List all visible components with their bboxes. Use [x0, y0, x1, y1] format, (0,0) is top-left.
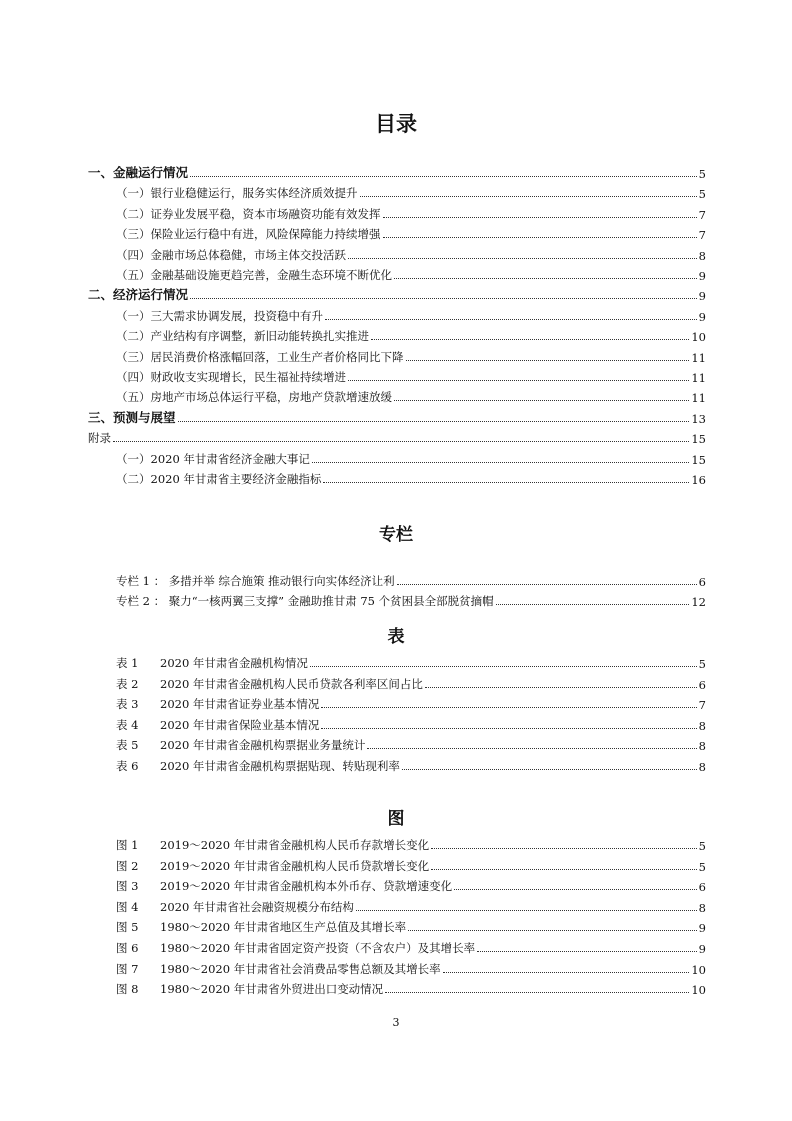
dot-leader — [496, 603, 690, 605]
dot-leader — [190, 297, 697, 299]
entry-number: 图 4 — [116, 899, 139, 914]
entry-text: 2020 年甘肃省金融机构人民币贷款各利率区间占比 — [160, 676, 423, 691]
entry-page-number: 8 — [698, 739, 706, 753]
entry-page-number: 9 — [698, 921, 706, 936]
tables-entry[interactable] — [116, 673, 706, 692]
entry-label: （四）财政收支实现增长，民生福祉持续增进 — [116, 370, 346, 384]
entry-label — [116, 858, 429, 874]
dot-leader — [348, 257, 697, 259]
entry-page-number: 9 — [698, 289, 706, 304]
entry-page-number: 5 — [698, 187, 706, 202]
toc-entry[interactable] — [116, 448, 706, 467]
entry-number: 图 8 — [116, 982, 139, 997]
entry-text: 2020 年甘肃省金融机构情况 — [160, 656, 308, 670]
dot-leader — [408, 929, 696, 931]
entry-label — [116, 717, 319, 733]
entry-page-number: 6 — [698, 575, 706, 589]
dot-leader — [443, 971, 690, 973]
entry-label — [116, 940, 475, 956]
entry-label: （二）2020 年甘肃省主要经济金融指标 — [116, 472, 322, 486]
toc-entry[interactable] — [116, 366, 706, 385]
toc-title: 目录 — [375, 112, 417, 136]
dot-leader — [383, 236, 697, 238]
dot-leader — [383, 216, 697, 218]
entry-number: 图 3 — [116, 879, 139, 894]
entry-label: （三）居民消费价格涨幅回落，工业生产者价格同比下降 — [116, 349, 404, 364]
columns-title: 专栏 — [379, 525, 413, 545]
entry-page-number: 5 — [698, 859, 706, 874]
dot-leader — [325, 318, 697, 320]
entry-label — [116, 655, 308, 671]
entry-page-number: 11 — [691, 350, 706, 365]
entry-page-number: 5 — [698, 657, 706, 671]
entry-number: 表 3 — [116, 697, 139, 711]
entry-number: 图 6 — [116, 941, 139, 955]
entry-label: 一、金融运行情况 — [88, 165, 189, 180]
toc-entry[interactable] — [116, 264, 706, 283]
toc-entry[interactable] — [116, 203, 706, 222]
entry-page-number: 10 — [691, 962, 706, 977]
tables-entry[interactable] — [116, 714, 706, 733]
entry-page-number: 5 — [698, 167, 706, 181]
entry-text: 2020 年甘肃省金融机构票据业务量统计 — [160, 738, 366, 752]
entry-number: 图 2 — [116, 858, 139, 873]
entry-label: （三）保险业运行稳中有进，风险保障能力持续增强 — [116, 227, 381, 242]
entry-page-number: 6 — [698, 880, 706, 895]
entry-text: 2019～2020 年甘肃省金融机构人民币贷款增长变化 — [160, 858, 430, 873]
entry-page-number: 10 — [691, 983, 706, 998]
entry-label — [116, 737, 365, 753]
figures-entry[interactable] — [116, 875, 706, 894]
columns-entry[interactable] — [116, 590, 706, 609]
entry-page-number: 8 — [698, 718, 706, 733]
entry-number: 表 5 — [116, 738, 139, 752]
entry-page-number: 7 — [698, 698, 706, 712]
entry-text: 1980～2020 年甘肃省外贸进出口变动情况 — [160, 982, 384, 997]
toc-entry[interactable] — [88, 284, 706, 303]
entry-label — [116, 878, 452, 894]
dot-leader — [406, 359, 690, 361]
entry-number: 表 4 — [116, 717, 139, 732]
dot-leader — [385, 991, 689, 993]
entry-page-number: 7 — [698, 228, 706, 243]
entry-label: 二、经济运行情况 — [88, 287, 189, 303]
entry-page-number: 6 — [698, 677, 706, 692]
dot-leader — [356, 909, 697, 911]
entry-page-number: 5 — [698, 839, 706, 853]
tables-title: 表 — [387, 627, 405, 647]
figures-entry[interactable] — [116, 937, 706, 956]
figures-entry[interactable] — [116, 834, 706, 853]
figures-entry[interactable] — [116, 958, 706, 977]
dot-leader — [431, 868, 696, 870]
toc-entry[interactable] — [116, 182, 706, 201]
tables-entry[interactable] — [116, 652, 706, 671]
dot-leader — [431, 847, 696, 849]
toc-entry[interactable] — [88, 407, 706, 426]
columns-entry[interactable] — [116, 570, 706, 589]
entry-text: 1980～2020 年甘肃省社会消费品零售总额及其增长率 — [160, 961, 441, 976]
entry-label: （二）证券业发展平稳，资本市场融资功能有效发挥 — [116, 206, 381, 221]
entry-label — [116, 758, 400, 774]
entry-text: 2019～2020 年甘肃省金融机构人民币存款增长变化 — [160, 838, 430, 852]
toc-entry[interactable] — [116, 468, 706, 487]
entry-page-number: 12 — [691, 595, 706, 609]
tables-entry[interactable] — [116, 734, 706, 753]
dot-leader — [312, 461, 689, 463]
dot-leader — [371, 338, 689, 340]
dot-leader — [113, 440, 689, 442]
entry-label: （四）金融市场总体稳健，市场主体交投活跃 — [116, 247, 346, 262]
entry-page-number: 15 — [691, 452, 706, 467]
figures-entry[interactable] — [116, 916, 706, 935]
entry-label: （一）2020 年甘肃省经济金融大事记 — [116, 451, 310, 466]
dot-leader — [425, 686, 697, 688]
figures-entry[interactable] — [116, 896, 706, 915]
toc-entry[interactable] — [116, 386, 706, 405]
entry-page-number: 10 — [691, 330, 706, 345]
entry-text: 2020 年甘肃省金融机构票据贴现、转贴现利率 — [160, 758, 400, 773]
entry-text: 2020 年甘肃省证券业基本情况 — [160, 697, 320, 711]
entry-page-number: 7 — [698, 207, 706, 222]
dot-leader — [394, 399, 689, 401]
entry-label: （五）房地产市场总体运行平稳，房地产贷款增速放缓 — [116, 390, 392, 405]
dot-leader — [454, 888, 696, 890]
dot-leader — [477, 950, 696, 952]
entry-page-number: 15 — [691, 432, 706, 447]
entry-label: 专栏 2 ： 聚力“一核两翼三支撑” 金融助推甘肃 75 个贫困县全部脱贫摘帽 — [116, 594, 494, 608]
entry-page-number: 9 — [698, 269, 706, 283]
entry-number: 表 6 — [116, 758, 139, 773]
dot-leader — [397, 583, 697, 585]
toc-entry[interactable] — [116, 305, 706, 324]
entry-page-number: 16 — [691, 473, 706, 487]
entry-page-number: 13 — [691, 411, 706, 426]
entry-label: （五）金融基础设施更趋完善，金融生态环境不断优化 — [116, 268, 392, 282]
entry-page-number: 8 — [698, 759, 706, 774]
entry-page-number: 11 — [691, 391, 706, 406]
entry-label: 附录 — [88, 431, 111, 446]
entry-number: 图 5 — [116, 920, 139, 935]
toc-entry[interactable] — [116, 325, 706, 344]
entry-text: 2020 年甘肃省社会融资规模分布结构 — [160, 899, 354, 914]
dot-leader — [321, 706, 696, 708]
entry-label — [116, 981, 383, 997]
tables-entry[interactable] — [116, 693, 706, 712]
entry-text: 1980～2020 年甘肃省固定资产投资（不含农户）及其增长率 — [160, 941, 476, 955]
toc-entry[interactable] — [116, 223, 706, 242]
entry-label — [116, 899, 354, 915]
dot-leader — [323, 481, 689, 483]
entry-label: （二）产业结构有序调整，新旧动能转换扎实推进 — [116, 329, 369, 344]
entry-label: （一）三大需求协调发展，投资稳中有升 — [116, 308, 323, 323]
dot-leader — [348, 379, 689, 381]
figures-entry[interactable] — [116, 978, 706, 997]
dot-leader — [394, 277, 697, 279]
figures-title: 图 — [387, 809, 405, 829]
dot-leader — [402, 768, 697, 770]
dot-leader — [360, 195, 697, 197]
entry-page-number: 11 — [691, 371, 706, 385]
tables-entry[interactable] — [116, 755, 706, 774]
entry-page-number: 8 — [698, 248, 706, 263]
figures-entry[interactable] — [116, 855, 706, 874]
entry-number: 表 1 — [116, 656, 139, 670]
dot-leader — [310, 665, 697, 667]
entry-label — [116, 837, 429, 853]
dot-leader — [190, 175, 697, 177]
toc-entry[interactable] — [88, 427, 706, 446]
dot-leader — [178, 420, 690, 422]
dot-leader — [367, 747, 696, 749]
entry-text: 1980～2020 年甘肃省地区生产总值及其增长率 — [160, 920, 407, 935]
dot-leader — [321, 727, 696, 729]
entry-number: 图 1 — [116, 838, 139, 852]
entry-number: 图 7 — [116, 961, 139, 976]
entry-text: 2020 年甘肃省保险业基本情况 — [160, 717, 320, 732]
entry-label: 三、预测与展望 — [88, 409, 176, 425]
entry-label — [116, 676, 423, 692]
entry-label: （一）银行业稳健运行，服务实体经济质效提升 — [116, 186, 358, 201]
entry-text: 2019～2020 年甘肃省金融机构本外币存、贷款增速变化 — [160, 879, 453, 894]
entry-page-number: 9 — [698, 942, 706, 956]
entry-label: 专栏 1 ： 多措并举 综合施策 推动银行向实体经济让利 — [116, 574, 395, 588]
toc-entry[interactable] — [88, 162, 706, 181]
toc-entry[interactable] — [116, 346, 706, 365]
toc-entry[interactable] — [116, 244, 706, 263]
entry-page-number: 8 — [698, 900, 706, 915]
entry-label — [116, 696, 319, 712]
entry-number: 表 2 — [116, 676, 139, 691]
page-number: 3 — [392, 1016, 400, 1029]
entry-page-number: 9 — [698, 309, 706, 324]
entry-label — [116, 961, 441, 977]
entry-label — [116, 919, 406, 935]
